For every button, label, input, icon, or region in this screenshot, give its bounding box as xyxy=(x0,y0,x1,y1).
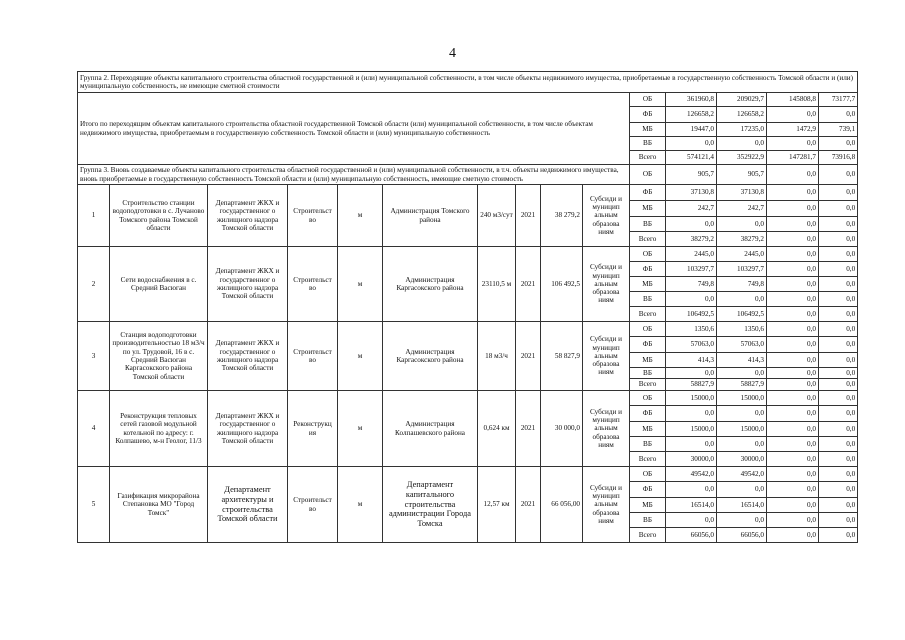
budget-source: ФБ xyxy=(630,262,666,277)
amount-2021: 30000,0 xyxy=(717,452,767,467)
amount-2023: 0,0 xyxy=(819,201,858,217)
amount-2022: 0,0 xyxy=(767,337,819,353)
budget-source: ВБ xyxy=(630,437,666,452)
object-customer: Департамент ЖКХ и государственног о жилищного надзора Томской области xyxy=(208,322,288,391)
amount-2023: 0,0 xyxy=(819,391,858,406)
amount-2023: 0,0 xyxy=(819,353,858,368)
amount-2023: 0,0 xyxy=(819,277,858,292)
amount-total: 16514,0 xyxy=(666,498,717,513)
object-unit: м xyxy=(338,467,383,543)
object-number: 2 xyxy=(78,247,110,322)
amount-2022: 0,0 xyxy=(767,262,819,277)
object-recipient: Департамент капитального строительства администрации Города Томска xyxy=(383,467,478,543)
amount-2023: 0,0 xyxy=(819,498,858,513)
amount-total: 749,8 xyxy=(666,277,717,292)
object-row xyxy=(78,185,858,201)
object-work-type: Строительст во xyxy=(288,467,338,543)
object-row xyxy=(78,467,858,482)
budget-source: Всего xyxy=(630,151,666,165)
amount-2022: 0,0 xyxy=(767,452,819,467)
budget-source: МБ xyxy=(630,422,666,437)
amount-2022: 0,0 xyxy=(767,322,819,337)
amount-2023: 0,0 xyxy=(819,528,858,543)
group2-title-row xyxy=(78,72,858,93)
amount-2021: 58827,9 xyxy=(717,379,767,391)
budget-source: ВБ xyxy=(630,292,666,307)
object-unit: м xyxy=(338,185,383,247)
amount-2021: 352922,9 xyxy=(717,151,767,165)
amount-total: 103297,7 xyxy=(666,262,717,277)
object-year: 2021 xyxy=(516,185,541,247)
object-cost: 106 492,5 xyxy=(541,247,583,322)
amount-2021: 15000,0 xyxy=(717,391,767,406)
amount-total: 30000,0 xyxy=(666,452,717,467)
amount-2022: 0,0 xyxy=(767,217,819,232)
budget-source: МБ xyxy=(630,277,666,292)
amount-total: 1350,6 xyxy=(666,322,717,337)
budget-source: Всего xyxy=(630,307,666,322)
object-cost: 66 056,00 xyxy=(541,467,583,543)
amount-2023: 0,0 xyxy=(819,437,858,452)
object-year: 2021 xyxy=(516,322,541,391)
amount-2023: 0,0 xyxy=(819,379,858,391)
budget-source: ОБ xyxy=(630,93,666,107)
object-capacity: 12,57 км xyxy=(478,467,516,543)
object-customer: Департамент ЖКХ и государственног о жилищного надзора Томской области xyxy=(208,391,288,467)
amount-2021: 0,0 xyxy=(717,406,767,422)
budget-source: ОБ xyxy=(630,322,666,337)
amount-2021: 49542,0 xyxy=(717,467,767,482)
amount-2022: 0,0 xyxy=(767,292,819,307)
amount-2023: 0,0 xyxy=(819,368,858,379)
object-funding-form: Субсиди и муницип альным образова ниям xyxy=(583,185,630,247)
object-unit: м xyxy=(338,391,383,467)
object-capacity: 18 м3/ч xyxy=(478,322,516,391)
amount-2023: 0,0 xyxy=(819,322,858,337)
group3-title: Группа 3. Вновь создаваемые объекты капитального строительства областной государственной и (или) муниципальной собственности, в т.ч. объекты недвижимого имущества, вновь приобретаемые в государственную собственность Томской области и (или) муниципальную собственность, имеющие сметную стоимость xyxy=(78,165,630,185)
object-cost: 30 000,0 xyxy=(541,391,583,467)
amount-total: 905,7 xyxy=(666,165,717,185)
amount-2022: 0,0 xyxy=(767,513,819,528)
amount-2023: 0,0 xyxy=(819,217,858,232)
object-year: 2021 xyxy=(516,467,541,543)
amount-total: 0,0 xyxy=(666,137,717,151)
object-funding-form: Субсиди и муницип альным образова ниям xyxy=(583,322,630,391)
object-year: 2021 xyxy=(516,247,541,322)
budget-source: ФБ xyxy=(630,337,666,353)
amount-total: 106492,5 xyxy=(666,307,717,322)
group2-total-row xyxy=(78,93,858,107)
object-work-type: Строительст во xyxy=(288,247,338,322)
object-recipient: Администрация Томского района xyxy=(383,185,478,247)
amount-2021: 37130,8 xyxy=(717,185,767,201)
amount-2021: 38279,2 xyxy=(717,232,767,247)
amount-2021: 0,0 xyxy=(717,513,767,528)
amount-2022: 1472,9 xyxy=(767,123,819,137)
object-customer: Департамент ЖКХ и государственног о жилищного надзора Томской области xyxy=(208,247,288,322)
object-funding-form: Субсиди и муницип альным образова ниям xyxy=(583,467,630,543)
object-work-type: Строительст во xyxy=(288,322,338,391)
amount-2022: 0,0 xyxy=(767,201,819,217)
amount-total: 49542,0 xyxy=(666,467,717,482)
budget-source: МБ xyxy=(630,201,666,217)
amount-2021: 0,0 xyxy=(717,292,767,307)
budget-source: ФБ xyxy=(630,406,666,422)
amount-total: 58827,9 xyxy=(666,379,717,391)
amount-2021: 209029,7 xyxy=(717,93,767,107)
group3-title-row xyxy=(78,165,858,185)
amount-2022: 0,0 xyxy=(767,137,819,151)
object-number: 3 xyxy=(78,322,110,391)
amount-2022: 0,0 xyxy=(767,528,819,543)
object-row xyxy=(78,322,858,337)
amount-2023: 0,0 xyxy=(819,482,858,498)
amount-2021: 126658,2 xyxy=(717,107,767,123)
investment-table xyxy=(77,71,858,543)
object-recipient: Администрация Каргасокского района xyxy=(383,322,478,391)
amount-2021: 242,7 xyxy=(717,201,767,217)
amount-total: 0,0 xyxy=(666,292,717,307)
amount-2021: 1350,6 xyxy=(717,322,767,337)
amount-2021: 57063,0 xyxy=(717,337,767,353)
object-number: 5 xyxy=(78,467,110,543)
object-capacity: 0,624 км xyxy=(478,391,516,467)
amount-2023: 0,0 xyxy=(819,406,858,422)
amount-2021: 103297,7 xyxy=(717,262,767,277)
object-customer: Департамент ЖКХ и государственног о жилищного надзора Томской области xyxy=(208,185,288,247)
amount-2022: 0,0 xyxy=(767,107,819,123)
amount-total: 126658,2 xyxy=(666,107,717,123)
amount-total: 0,0 xyxy=(666,437,717,452)
amount-2022: 0,0 xyxy=(767,391,819,406)
amount-2023: 0,0 xyxy=(819,262,858,277)
amount-2022: 0,0 xyxy=(767,353,819,368)
object-name: Станция водоподготовки производительностью 18 м3/ч по ул. Трудовой, 16 в с. Средний Васюган Каргасокского района Томской области xyxy=(110,322,208,391)
budget-source: ВБ xyxy=(630,137,666,151)
budget-source: ФБ xyxy=(630,482,666,498)
page-number: 4 xyxy=(449,46,456,61)
budget-source: Всего xyxy=(630,379,666,391)
amount-2022: 0,0 xyxy=(767,277,819,292)
amount-2023: 0,0 xyxy=(819,307,858,322)
amount-total: 0,0 xyxy=(666,482,717,498)
amount-2022: 0,0 xyxy=(767,368,819,379)
budget-source: ОБ xyxy=(630,391,666,406)
object-recipient: Администрация Каргасокского района xyxy=(383,247,478,322)
amount-2023: 0,0 xyxy=(819,185,858,201)
amount-2022: 0,0 xyxy=(767,165,819,185)
budget-source: ФБ xyxy=(630,107,666,123)
amount-2023: 0,0 xyxy=(819,452,858,467)
object-number: 1 xyxy=(78,185,110,247)
amount-2021: 16514,0 xyxy=(717,498,767,513)
amount-total: 15000,0 xyxy=(666,422,717,437)
budget-source: ВБ xyxy=(630,217,666,232)
budget-source: ОБ xyxy=(630,247,666,262)
amount-2021: 15000,0 xyxy=(717,422,767,437)
amount-2023: 0,0 xyxy=(819,165,858,185)
budget-source: МБ xyxy=(630,498,666,513)
amount-total: 0,0 xyxy=(666,406,717,422)
object-year: 2021 xyxy=(516,391,541,467)
budget-source: ФБ xyxy=(630,185,666,201)
group2-title: Группа 2. Переходящие объекты капитального строительства областной государственной и (или) муниципальной собственности, в том числе объекты недвижимого имущества, приобретаемые в государственную собственность Томской области и (или) муниципальную собственность, не имеющие сметной стоимости xyxy=(78,72,858,93)
amount-2022: 0,0 xyxy=(767,307,819,322)
object-unit: м xyxy=(338,247,383,322)
amount-2023: 0,0 xyxy=(819,513,858,528)
amount-total: 0,0 xyxy=(666,368,717,379)
amount-2021: 66056,0 xyxy=(717,528,767,543)
amount-2023: 0,0 xyxy=(819,232,858,247)
amount-2023: 0,0 xyxy=(819,422,858,437)
amount-2023: 0,0 xyxy=(819,337,858,353)
amount-2021: 414,3 xyxy=(717,353,767,368)
budget-source: МБ xyxy=(630,353,666,368)
budget-source: Всего xyxy=(630,232,666,247)
amount-2021: 2445,0 xyxy=(717,247,767,262)
amount-2023: 0,0 xyxy=(819,247,858,262)
amount-2021: 0,0 xyxy=(717,368,767,379)
amount-2021: 905,7 xyxy=(717,165,767,185)
budget-source: ВБ xyxy=(630,368,666,379)
object-recipient: Администрация Колпашевского района xyxy=(383,391,478,467)
amount-2023: 73177,7 xyxy=(819,93,858,107)
amount-2022: 0,0 xyxy=(767,467,819,482)
amount-2023: 0,0 xyxy=(819,107,858,123)
amount-total: 19447,0 xyxy=(666,123,717,137)
amount-2021: 0,0 xyxy=(717,437,767,452)
amount-2023: 73916,8 xyxy=(819,151,858,165)
amount-2022: 0,0 xyxy=(767,247,819,262)
amount-total: 0,0 xyxy=(666,513,717,528)
amount-total: 37130,8 xyxy=(666,185,717,201)
budget-source: ВБ xyxy=(630,513,666,528)
object-number: 4 xyxy=(78,391,110,467)
amount-total: 414,3 xyxy=(666,353,717,368)
object-capacity: 23110,5 м xyxy=(478,247,516,322)
amount-2023: 0,0 xyxy=(819,292,858,307)
amount-2021: 749,8 xyxy=(717,277,767,292)
amount-2022: 147281,7 xyxy=(767,151,819,165)
budget-source: ОБ xyxy=(630,467,666,482)
budget-source: Всего xyxy=(630,452,666,467)
amount-2021: 106492,5 xyxy=(717,307,767,322)
amount-total: 574121,4 xyxy=(666,151,717,165)
object-capacity: 240 м3/сут xyxy=(478,185,516,247)
amount-total: 57063,0 xyxy=(666,337,717,353)
object-cost: 38 279,2 xyxy=(541,185,583,247)
amount-2022: 0,0 xyxy=(767,379,819,391)
object-cost: 58 827,9 xyxy=(541,322,583,391)
amount-2022: 0,0 xyxy=(767,406,819,422)
amount-total: 66056,0 xyxy=(666,528,717,543)
amount-2023: 739,1 xyxy=(819,123,858,137)
object-work-type: Реконструкц ия xyxy=(288,391,338,467)
amount-2021: 0,0 xyxy=(717,217,767,232)
group2-total-label: Итого по переходящим объектам капитального строительства областной государственной Томской области (или) муниципальной собственности, в том числе объектам недвижимого имущества, приобретаемым в государственную собственность Томской области и (или) муниципальную собственность xyxy=(78,93,630,165)
amount-2021: 17235,0 xyxy=(717,123,767,137)
budget-source: МБ xyxy=(630,123,666,137)
amount-2023: 0,0 xyxy=(819,137,858,151)
amount-2022: 0,0 xyxy=(767,422,819,437)
object-unit: м xyxy=(338,322,383,391)
amount-2021: 0,0 xyxy=(717,137,767,151)
object-funding-form: Субсиди и муницип альным образова ниям xyxy=(583,391,630,467)
amount-2022: 145808,8 xyxy=(767,93,819,107)
amount-2021: 0,0 xyxy=(717,482,767,498)
object-row xyxy=(78,391,858,406)
object-name: Реконструкция тепловых сетей газовой модульной котельной по адресу: г. Колпашево, м-н Геолог, 11/3 xyxy=(110,391,208,467)
object-funding-form: Субсиди и муницип альным образова ниям xyxy=(583,247,630,322)
amount-2022: 0,0 xyxy=(767,498,819,513)
amount-total: 0,0 xyxy=(666,217,717,232)
amount-total: 38279,2 xyxy=(666,232,717,247)
object-name: Сети водоснабжения в с. Средний Васюган xyxy=(110,247,208,322)
object-row xyxy=(78,247,858,262)
amount-total: 2445,0 xyxy=(666,247,717,262)
amount-2023: 0,0 xyxy=(819,467,858,482)
budget-source: ОБ xyxy=(630,165,666,185)
object-customer: Департамент архитектуры и строительства Томской области xyxy=(208,467,288,543)
amount-total: 15000,0 xyxy=(666,391,717,406)
amount-2022: 0,0 xyxy=(767,437,819,452)
amount-2022: 0,0 xyxy=(767,185,819,201)
amount-total: 242,7 xyxy=(666,201,717,217)
amount-total: 361960,8 xyxy=(666,93,717,107)
amount-2022: 0,0 xyxy=(767,232,819,247)
budget-source: Всего xyxy=(630,528,666,543)
amount-2022: 0,0 xyxy=(767,482,819,498)
object-work-type: Строительст во xyxy=(288,185,338,247)
object-name: Газификация микрорайона Степановка МО "Город Томск" xyxy=(110,467,208,543)
object-name: Строительство станции водоподготовки в с. Лучаново Томского района Томской области xyxy=(110,185,208,247)
